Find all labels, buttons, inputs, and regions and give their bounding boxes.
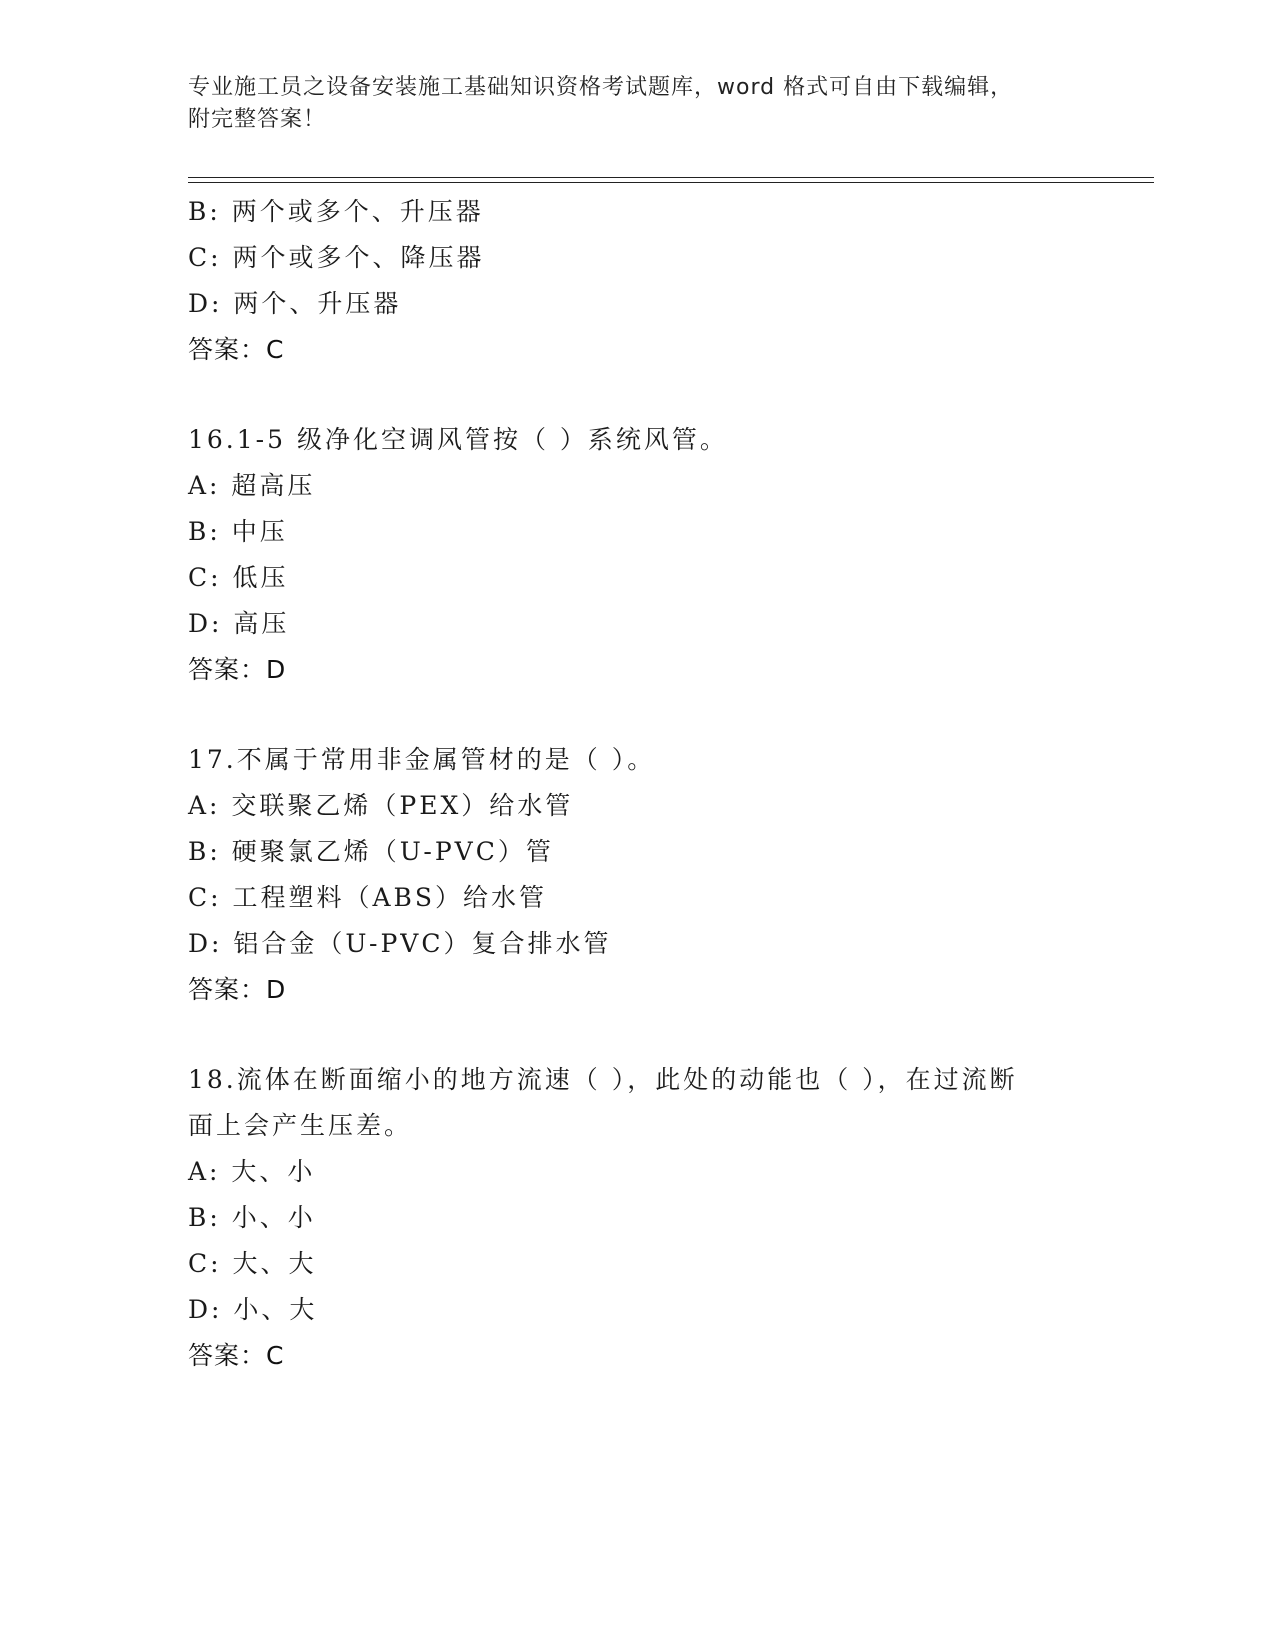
option-d: D: 高压	[188, 609, 290, 638]
question-stem-line-2: 面上会产生压差。	[188, 1111, 413, 1140]
question-18	[188, 1057, 1108, 1379]
option-d: D: 小、大	[188, 1295, 318, 1324]
option-b: B: 中压	[188, 517, 288, 546]
header-line-2: 附完整答案！	[188, 107, 327, 132]
question-17	[188, 737, 1108, 1013]
question-stem: 17.不属于常用非金属管材的是（ ）。	[188, 745, 656, 774]
option-b: B: 小、小	[188, 1203, 316, 1232]
option-c: C: 两个或多个、降压器	[188, 243, 485, 272]
spacer	[188, 693, 1108, 737]
option-d: D: 两个、升压器	[188, 289, 402, 318]
answer-line: 答案：D	[188, 975, 287, 1004]
question-content	[188, 189, 1108, 1379]
option-c: C: 低压	[188, 563, 289, 592]
prev-question-block	[188, 189, 1108, 373]
option-b: B: 两个或多个、升压器	[188, 197, 484, 226]
option-d: D: 铝合金（U-PVC）复合排水管	[188, 929, 612, 958]
option-c: C: 工程塑料（ABS）给水管	[188, 883, 548, 912]
answer-line: 答案：D	[188, 655, 287, 684]
option-a: A: 大、小	[188, 1157, 316, 1186]
answer-line: 答案：C	[188, 1341, 285, 1370]
option-b: B: 硬聚氯乙烯（U-PVC）管	[188, 837, 554, 866]
question-stem: 16.1-5 级净化空调风管按（ ）系统风管。	[188, 425, 728, 454]
header-line-1: 专业施工员之设备安装施工基础知识资格考试题库，word 格式可自由下载编辑，	[188, 75, 1014, 100]
option-c: C: 大、大	[188, 1249, 317, 1278]
option-a: A: 交联聚乙烯（PEX）给水管	[188, 791, 574, 820]
spacer	[188, 373, 1108, 417]
question-stem-line-1: 18.流体在断面缩小的地方流速（ ），此处的动能也（ ），在过流断	[188, 1065, 1018, 1094]
question-16	[188, 417, 1108, 693]
spacer	[188, 1013, 1108, 1057]
header-divider	[188, 177, 1154, 183]
page-header	[188, 72, 1088, 136]
option-a: A: 超高压	[188, 471, 316, 500]
answer-line: 答案：C	[188, 335, 285, 364]
